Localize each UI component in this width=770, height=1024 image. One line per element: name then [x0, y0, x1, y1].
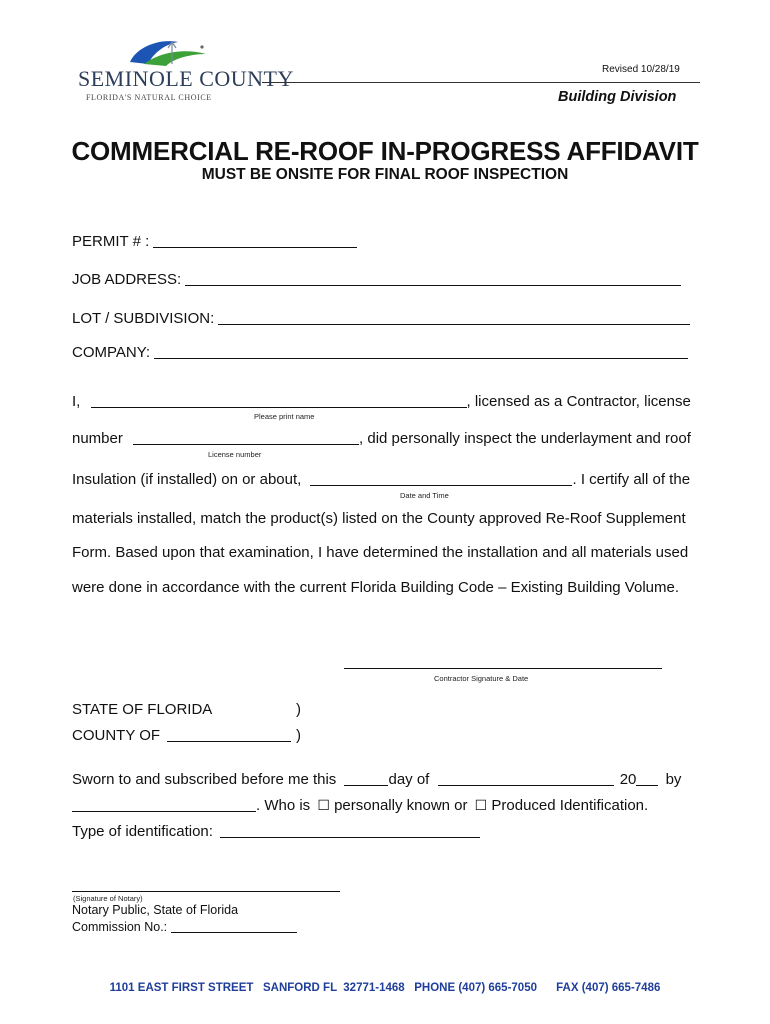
- company-field[interactable]: [154, 344, 688, 359]
- statement-number: number: [72, 430, 123, 447]
- statement-licensed: , licensed as a Contractor, license: [466, 393, 691, 410]
- date-time-caption: Date and Time: [400, 491, 449, 500]
- form-title: COMMERCIAL RE-ROOF IN-PROGRESS AFFIDAVIT: [71, 136, 699, 166]
- notary-signature-line[interactable]: [72, 891, 340, 892]
- company-row: [72, 344, 688, 361]
- county-field[interactable]: [167, 727, 291, 742]
- state-paren: ): [296, 701, 301, 718]
- statement-insulation: Insulation (if installed) on or about,: [72, 471, 302, 488]
- statement-line-4: materials installed, match the product(s) listed on the County approved Re-Roof Supplement: [72, 510, 686, 527]
- county-row: [72, 727, 291, 744]
- lot-row: [72, 310, 690, 327]
- personally-known-label: personally known or: [334, 797, 468, 814]
- building-division: Building Division: [558, 89, 677, 105]
- form-subtitle: MUST BE ONSITE FOR FINAL ROOF INSPECTION: [201, 166, 569, 183]
- month-field[interactable]: [438, 771, 614, 786]
- statement-line-6: were done in accordance with the current Florida Building Code – Existing Building Volume.: [72, 579, 680, 596]
- commission-row: [72, 920, 297, 934]
- lot-subdivision-label: LOT / SUBDIVISION:: [72, 310, 215, 327]
- commission-label: Commission No.:: [72, 920, 168, 934]
- who-is-row: [72, 797, 648, 814]
- permit-label: PERMIT # :: [72, 233, 150, 250]
- print-name-caption: Please print name: [254, 412, 315, 421]
- who-is-text: . Who is: [256, 797, 311, 814]
- statement-line-5: Form. Based upon that examination, I have determined the installation and all materials used: [72, 544, 689, 561]
- statement-line-1: [72, 393, 691, 410]
- job-address-row: [72, 271, 681, 288]
- year-prefix: 20: [619, 771, 637, 788]
- produced-id-label: Produced Identification.: [491, 797, 649, 814]
- license-number-caption: License number: [208, 450, 262, 459]
- contractor-signature-caption: Contractor Signature & Date: [434, 674, 529, 683]
- type-of-identification-field[interactable]: [220, 823, 480, 838]
- notary-signature-caption: (Signature of Notary): [73, 894, 143, 903]
- logo-tagline: FLORIDA'S NATURAL CHOICE: [86, 93, 212, 102]
- footer-address: 1101 EAST FIRST STREET SANFORD FL 32771-1468 PHONE (407) 665-7050 FAX (407) 665-7486: [109, 982, 661, 994]
- logo-name: SEMINOLE COUNTY: [78, 66, 294, 91]
- job-address-field[interactable]: [185, 271, 681, 286]
- sworn-text: Sworn to and subscribed before me this: [72, 771, 337, 788]
- header-rule: [262, 82, 700, 83]
- commission-field[interactable]: [171, 921, 297, 933]
- company-label: COMPANY:: [72, 344, 151, 361]
- type-of-identification-label: Type of identification:: [72, 823, 213, 840]
- statement-line-2: [72, 430, 691, 447]
- personally-known-checkbox[interactable]: ☐: [317, 797, 330, 813]
- statement-inspect: , did personally inspect the underlayment and roof: [359, 430, 691, 447]
- permit-row: [72, 233, 357, 250]
- type-id-row: [72, 823, 480, 840]
- by-text: by: [665, 771, 682, 788]
- permit-field[interactable]: [153, 233, 357, 248]
- produced-id-checkbox[interactable]: ☐: [474, 797, 488, 813]
- year-field[interactable]: [636, 771, 658, 786]
- job-address-label: JOB ADDRESS:: [72, 271, 182, 288]
- county-paren: ): [296, 727, 301, 744]
- date-time-field[interactable]: [310, 471, 572, 486]
- county-of-label: COUNTY OF: [72, 727, 161, 744]
- day-of-text: day of: [388, 771, 430, 788]
- contractor-signature-line[interactable]: [344, 668, 662, 669]
- logo-trademark: [200, 45, 203, 48]
- state-row: [72, 701, 212, 718]
- revised-date: Revised 10/28/19: [602, 64, 680, 75]
- license-number-field[interactable]: [133, 430, 359, 445]
- statement-line-3: [72, 471, 690, 488]
- contractor-name-field[interactable]: [91, 393, 467, 408]
- state-of-florida: STATE OF FLORIDA: [72, 701, 213, 718]
- lot-subdivision-field[interactable]: [218, 310, 690, 325]
- day-field[interactable]: [344, 771, 388, 786]
- sworn-row: [72, 771, 681, 788]
- subscriber-name-field[interactable]: [72, 797, 256, 812]
- notary-public-text: Notary Public, State of Florida: [72, 903, 239, 917]
- statement-certify: . I certify all of the: [572, 471, 691, 488]
- statement-i: I,: [72, 393, 81, 410]
